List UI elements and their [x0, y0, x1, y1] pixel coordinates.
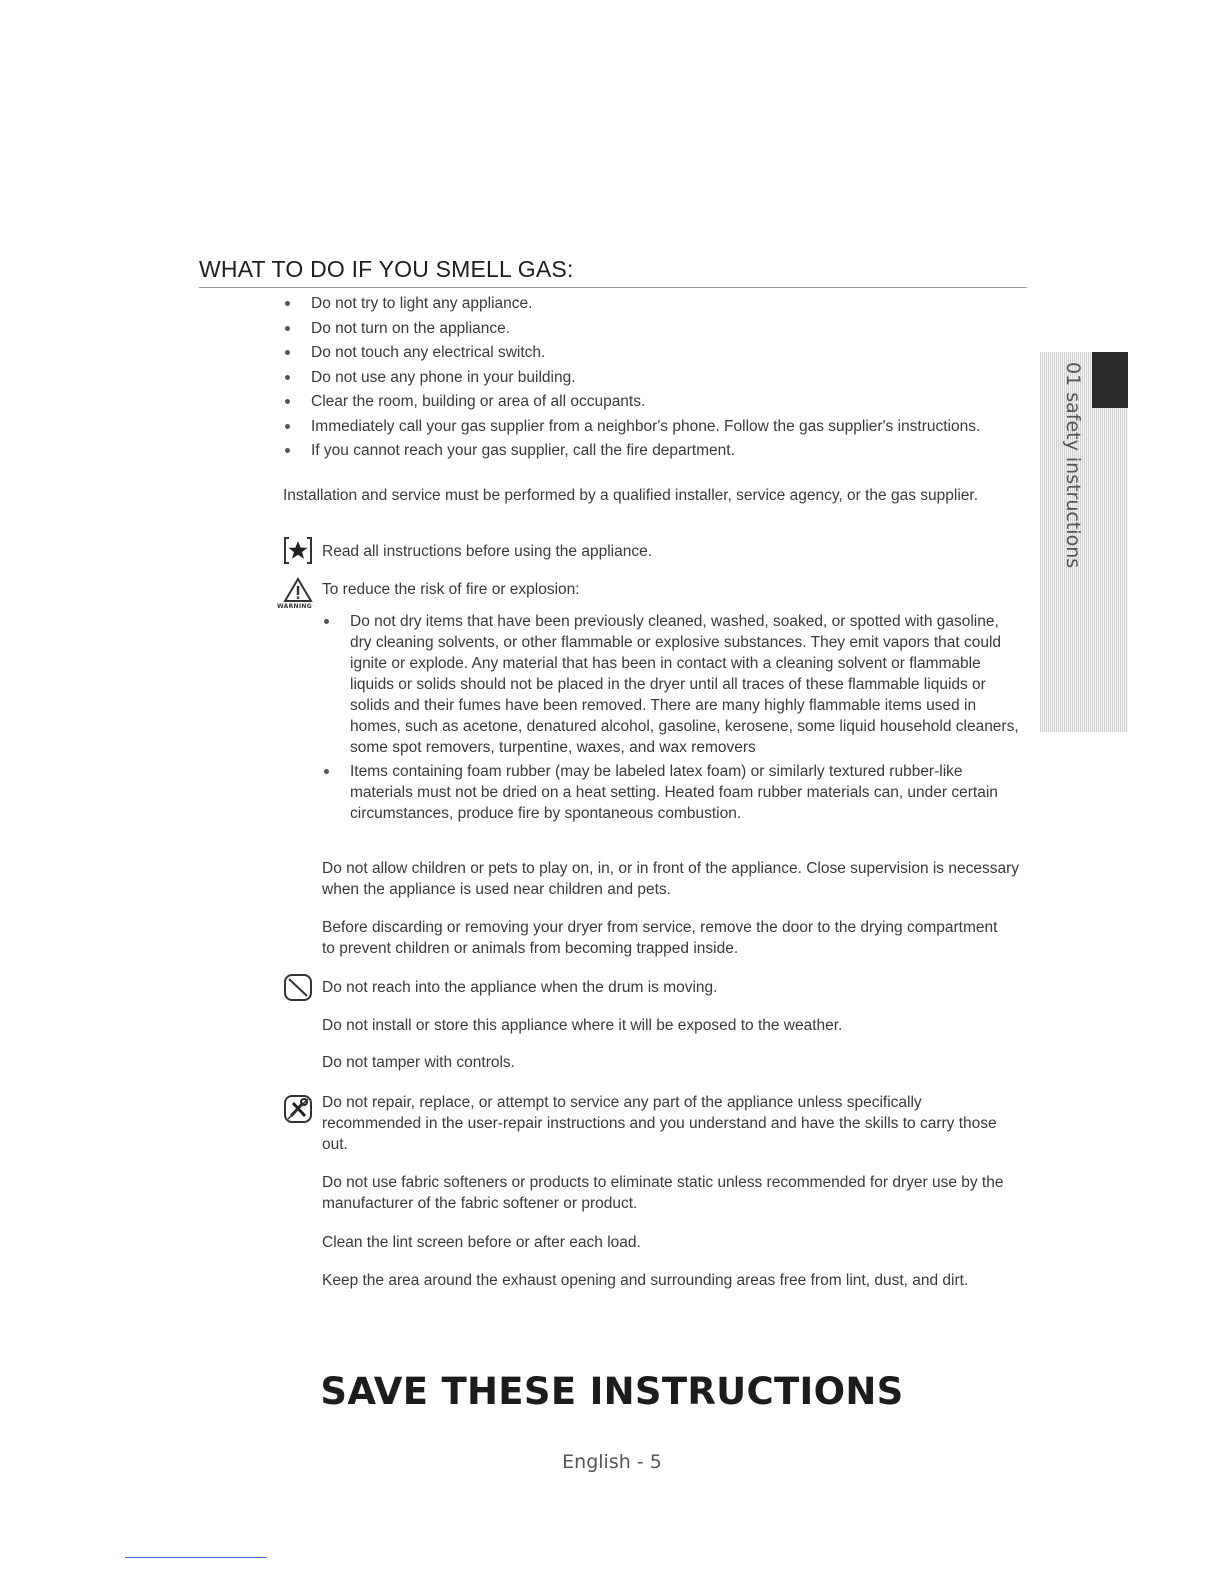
list-item: Items containing foam rubber (may be labeled latex foam) or similarly textured rubber-like materials must not be dried on a heat setting. Heated foam rubber materials can, under certain circumstances, produce fire by spontaneous combustion.: [322, 761, 1022, 824]
warning-label: WARNING: [277, 603, 312, 610]
star-icon: [283, 536, 313, 565]
no-repair-icon: [283, 1094, 313, 1124]
no-tamper-note: Do not tamper with controls.: [322, 1054, 515, 1071]
no-reach-note: Do not reach into the appliance when the drum is moving.: [322, 979, 718, 996]
section-heading: WHAT TO DO IF YOU SMELL GAS:: [199, 256, 1027, 288]
side-tab-marker: [1092, 352, 1128, 408]
installation-note: Installation and service must be performed by a qualified installer, service agency, or the gas supplier.: [283, 487, 979, 504]
list-item: Do not dry items that have been previously cleaned, washed, soaked, or spotted with gasoline, dry cleaning solvents, or other flammable or explosive substances. They emit vapors that could ignite or explode. Any material that has been in contact with a cleaning solvent or flammable liquids or solids should not be placed in the dryer until all traces of these flammable liquids or solids and their fumes have been removed. There are many highly flammable items used in homes, such as acetone, denatured alcohol, gasoline, kerosene, some liquid household cleaners, some spot removers, turpentine, waxes, and wax removers: [322, 611, 1022, 758]
save-instructions-title: SAVE THESE INSTRUCTIONS: [320, 1370, 904, 1413]
children-note: Do not allow children or pets to play on, in, or in front of the appliance. Close supervision is necessary when the appliance is used near children and pets.: [322, 860, 1020, 898]
list-item: Do not use any phone in your building.: [283, 367, 1003, 388]
list-item: Clear the room, building or area of all occupants.: [283, 391, 1003, 412]
list-item: Do not touch any electrical switch.: [283, 342, 1003, 363]
list-item: If you cannot reach your gas supplier, call the fire department.: [283, 440, 1003, 461]
no-repair-note: Do not repair, replace, or attempt to service any part of the appliance unless specifically recommended in the user-repair instructions and you understand and have the skills to carry those out.: [322, 1094, 997, 1153]
gas-steps-list: [283, 293, 1003, 465]
side-tab-label: 01 safety instructions: [1062, 362, 1084, 569]
prohibited-icon: [283, 973, 313, 1002]
lint-screen-note: Clean the lint screen before or after each load.: [322, 1234, 641, 1251]
page-number: English - 5: [562, 1451, 662, 1473]
no-weather-note: Do not install or store this appliance where it will be exposed to the weather.: [322, 1017, 843, 1034]
list-item: Do not turn on the appliance.: [283, 318, 1003, 339]
discard-note: Before discarding or removing your dryer from service, remove the door to the drying compartment to prevent children or animals from becoming trapped inside.: [322, 919, 998, 957]
exhaust-area-note: Keep the area around the exhaust opening and surrounding areas free from lint, dust, and dirt.: [322, 1272, 969, 1289]
list-item: Immediately call your gas supplier from a neighbor's phone. Follow the gas supplier's instructions.: [283, 416, 1003, 437]
read-all-note: Read all instructions before using the appliance.: [322, 543, 653, 560]
warning-intro: To reduce the risk of fire or explosion:: [322, 581, 580, 598]
fabric-softener-note: Do not use fabric softeners or products to eliminate static unless recommended for dryer use by the manufacturer of the fabric softener or product.: [322, 1174, 1004, 1212]
warning-icon: [283, 577, 313, 603]
warning-list: [322, 611, 1022, 827]
list-item: Do not try to light any appliance.: [283, 293, 1003, 314]
footer-divider: [125, 1557, 267, 1558]
